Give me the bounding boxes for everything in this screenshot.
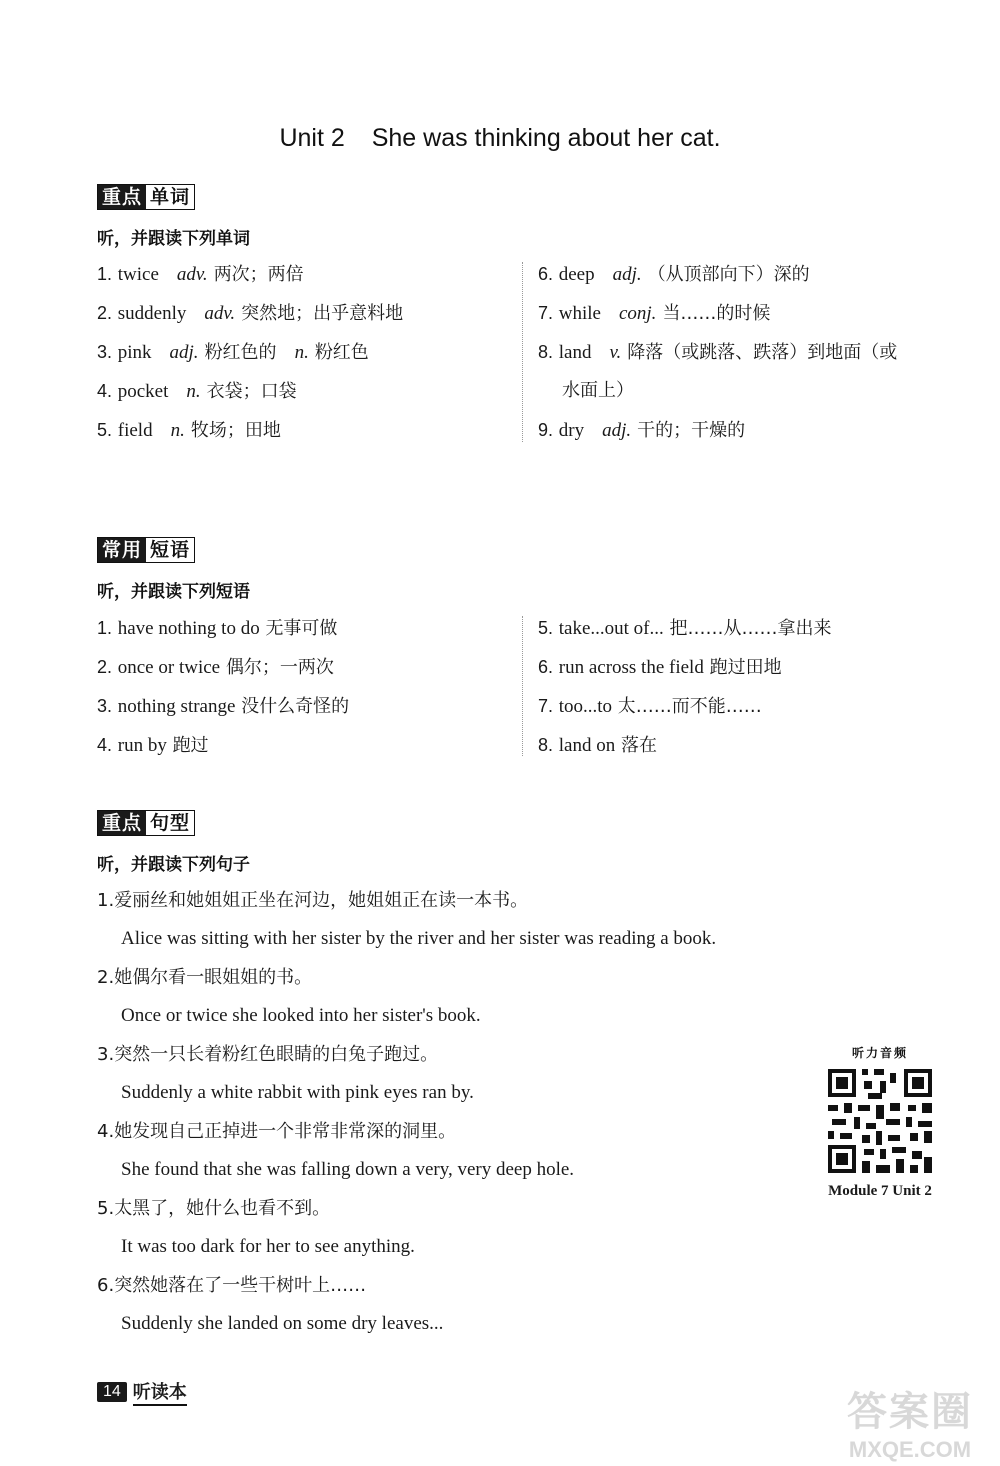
- word-number: 1.: [97, 264, 113, 284]
- word-part-of-speech: n.: [170, 420, 185, 441]
- word-number: 8.: [538, 342, 554, 362]
- phrase-meaning: 落在: [620, 735, 657, 756]
- word-item: [97, 340, 403, 379]
- words-left-list: [97, 262, 403, 457]
- word-item: [97, 379, 403, 418]
- word-item: [538, 418, 897, 457]
- word-part-of-speech-2: n.: [294, 342, 309, 363]
- word-item: [97, 262, 403, 301]
- sentences-section-header: [97, 810, 195, 836]
- word-item: [538, 340, 897, 379]
- phrase-item: [97, 733, 349, 772]
- phrase-number: 4.: [97, 735, 113, 755]
- sentence-chinese-line: [97, 1120, 716, 1158]
- sentence-item: [97, 889, 716, 966]
- word-part-of-speech: adj.: [602, 420, 632, 441]
- word-english: while: [558, 303, 601, 324]
- phrase-item: [97, 655, 349, 694]
- word-english: field: [117, 420, 153, 441]
- phrase-number: 8.: [538, 735, 554, 755]
- word-part-of-speech: adv.: [204, 303, 236, 324]
- sentences-list: [97, 889, 716, 1351]
- phrase-english: run across the field: [558, 657, 704, 678]
- word-meaning-2: 粉红色: [314, 342, 369, 363]
- word-english: pink: [117, 342, 152, 363]
- phrase-english: once or twice: [117, 657, 221, 678]
- sentence-number: 2.: [97, 967, 115, 988]
- word-number: 3.: [97, 342, 113, 362]
- phrase-item: [538, 655, 832, 694]
- word-item: [538, 379, 897, 418]
- word-meaning: （从顶部向下）深的: [647, 264, 810, 285]
- word-part-of-speech: adj.: [612, 264, 642, 285]
- phrase-english: nothing strange: [117, 696, 236, 717]
- phrase-number: 7.: [538, 696, 554, 716]
- word-number: 5.: [97, 420, 113, 440]
- sentence-item: [97, 1197, 716, 1274]
- phrase-english: run by: [117, 735, 167, 756]
- sentence-item: [97, 1120, 716, 1197]
- word-number: 4.: [97, 381, 113, 401]
- words-header-light: 单词: [146, 185, 194, 209]
- phrase-number: 2.: [97, 657, 113, 677]
- phrase-item: [97, 616, 349, 655]
- word-part-of-speech: adv.: [176, 264, 208, 285]
- phrase-english: have nothing to do: [117, 618, 260, 639]
- phrase-number: 1.: [97, 618, 113, 638]
- word-part-of-speech: n.: [186, 381, 201, 402]
- sentence-english: She found that she was falling down a very, very deep hole.: [121, 1159, 575, 1180]
- word-english: twice: [117, 264, 159, 285]
- word-meaning: 降落（或跳落、跌落）到地面（或: [627, 342, 898, 363]
- watermark-logo-text: 答案圈: [847, 1389, 973, 1435]
- sentence-item: [97, 966, 716, 1043]
- phrase-number: 3.: [97, 696, 113, 716]
- phrase-meaning: 无事可做: [265, 618, 338, 639]
- phrases-header-light: 短语: [146, 538, 194, 562]
- phrase-number: 5.: [538, 618, 554, 638]
- watermark: [830, 1380, 990, 1463]
- word-meaning-continued: 水面上）: [562, 380, 634, 401]
- sentence-english: It was too dark for her to see anything.: [121, 1236, 415, 1257]
- phrase-meaning: 跑过: [172, 735, 209, 756]
- sentences-header-dark: 重点: [98, 811, 146, 835]
- phrase-item: [97, 694, 349, 733]
- phrase-number: 6.: [538, 657, 554, 677]
- word-english: land: [558, 342, 592, 363]
- words-divider: [522, 262, 523, 442]
- word-english: suddenly: [117, 303, 187, 324]
- qr-caption: Module 7 Unit 2: [828, 1183, 932, 1199]
- sentence-chinese: 她发现自己正掉进一个非常非常深的洞里。: [114, 1121, 457, 1142]
- phrase-item: [538, 733, 832, 772]
- phrase-meaning: 偶尔；一两次: [225, 657, 334, 678]
- sentence-chinese: 太黑了，她什么也看不到。: [114, 1198, 331, 1219]
- word-number: 2.: [97, 303, 113, 323]
- word-number: 6.: [538, 264, 554, 284]
- unit-title: She was thinking about her cat.: [371, 124, 721, 152]
- words-header-dark: 重点: [98, 185, 146, 209]
- phrase-meaning: 跑过田地: [709, 657, 782, 678]
- sentence-english: Alice was sitting with her sister by the river and her sister was reading a book.: [121, 928, 717, 949]
- word-part-of-speech: v.: [609, 342, 622, 363]
- word-item: [97, 301, 403, 340]
- phrase-item: [538, 694, 832, 733]
- phrase-meaning: 太……而不能……: [617, 696, 762, 717]
- phrases-divider: [522, 616, 523, 756]
- sentences-header-light: 句型: [146, 811, 194, 835]
- phrases-header-dark: 常用: [98, 538, 146, 562]
- sentence-english: Suddenly a white rabbit with pink eyes ran by.: [121, 1082, 474, 1103]
- word-part-of-speech: conj.: [618, 303, 657, 324]
- sentence-chinese: 突然她落在了一些干树叶上……: [114, 1275, 367, 1296]
- phrase-english: take...out of...: [558, 618, 664, 639]
- word-meaning: 粉红色的: [204, 342, 277, 363]
- book-label: 听读本: [133, 1378, 187, 1406]
- word-meaning: 衣袋；口袋: [206, 381, 297, 402]
- sentence-english: Suddenly she landed on some dry leaves...: [121, 1313, 444, 1334]
- qr-label: 听力音频: [851, 1046, 908, 1060]
- word-meaning: 牧场；田地: [190, 420, 281, 441]
- sentence-chinese: 突然一只长着粉红色眼睛的白兔子跑过。: [114, 1044, 439, 1065]
- sentence-number: 5.: [97, 1198, 115, 1219]
- word-item: [97, 418, 403, 457]
- qr-code-icon[interactable]: [824, 1065, 936, 1177]
- words-section-header: [97, 184, 195, 210]
- word-item: [538, 301, 897, 340]
- word-meaning: 两次；两倍: [213, 264, 304, 285]
- sentence-english: Once or twice she looked into her sister's book.: [121, 1005, 481, 1026]
- sentence-chinese: 爱丽丝和她姐姐正坐在河边，她姐姐正在读一本书。: [114, 890, 529, 911]
- sentence-chinese-line: [97, 889, 716, 927]
- unit-label: Unit 2: [279, 124, 345, 152]
- phrases-right-list: [538, 616, 832, 772]
- words-instruction: 听，并跟读下列单词: [97, 229, 250, 249]
- phrases-section-header: [97, 537, 195, 563]
- word-item: [538, 262, 897, 301]
- sentence-chinese-line: [97, 966, 716, 1004]
- sentence-number: 1.: [97, 890, 115, 911]
- phrases-instruction: 听，并跟读下列短语: [97, 582, 250, 602]
- word-number: 7.: [538, 303, 554, 323]
- sentence-chinese-line: [97, 1274, 716, 1312]
- sentence-item: [97, 1274, 716, 1351]
- sentence-chinese-line: [97, 1043, 716, 1081]
- word-meaning: 当……的时候: [662, 303, 771, 324]
- qr-panel: [815, 1044, 945, 1200]
- word-meaning: 突然地；出乎意料地: [241, 303, 404, 324]
- sentences-instruction: 听，并跟读下列句子: [97, 855, 250, 875]
- phrase-meaning: 没什么奇怪的: [241, 696, 350, 717]
- watermark-url: MXQE.COM: [848, 1437, 972, 1462]
- phrase-english: too...to: [558, 696, 613, 717]
- word-english: dry: [558, 420, 585, 441]
- sentence-number: 6.: [97, 1275, 115, 1296]
- words-right-list: [538, 262, 897, 457]
- phrases-left-list: [97, 616, 349, 772]
- page-number: 14: [97, 1382, 127, 1402]
- word-english: deep: [558, 264, 595, 285]
- page-footer: [97, 1378, 187, 1406]
- sentence-chinese: 她偶尔看一眼姐姐的书。: [114, 967, 313, 988]
- phrase-english: land on: [558, 735, 616, 756]
- page-title: [0, 124, 1000, 153]
- word-number: 9.: [538, 420, 554, 440]
- word-english: pocket: [117, 381, 169, 402]
- sentence-item: [97, 1043, 716, 1120]
- sentence-chinese-line: [97, 1197, 716, 1235]
- phrase-item: [538, 616, 832, 655]
- sentence-number: 3.: [97, 1044, 115, 1065]
- word-meaning: 干的；干燥的: [637, 420, 746, 441]
- sentence-number: 4.: [97, 1121, 115, 1142]
- word-part-of-speech: adj.: [169, 342, 199, 363]
- phrase-meaning: 把……从……拿出来: [669, 618, 832, 639]
